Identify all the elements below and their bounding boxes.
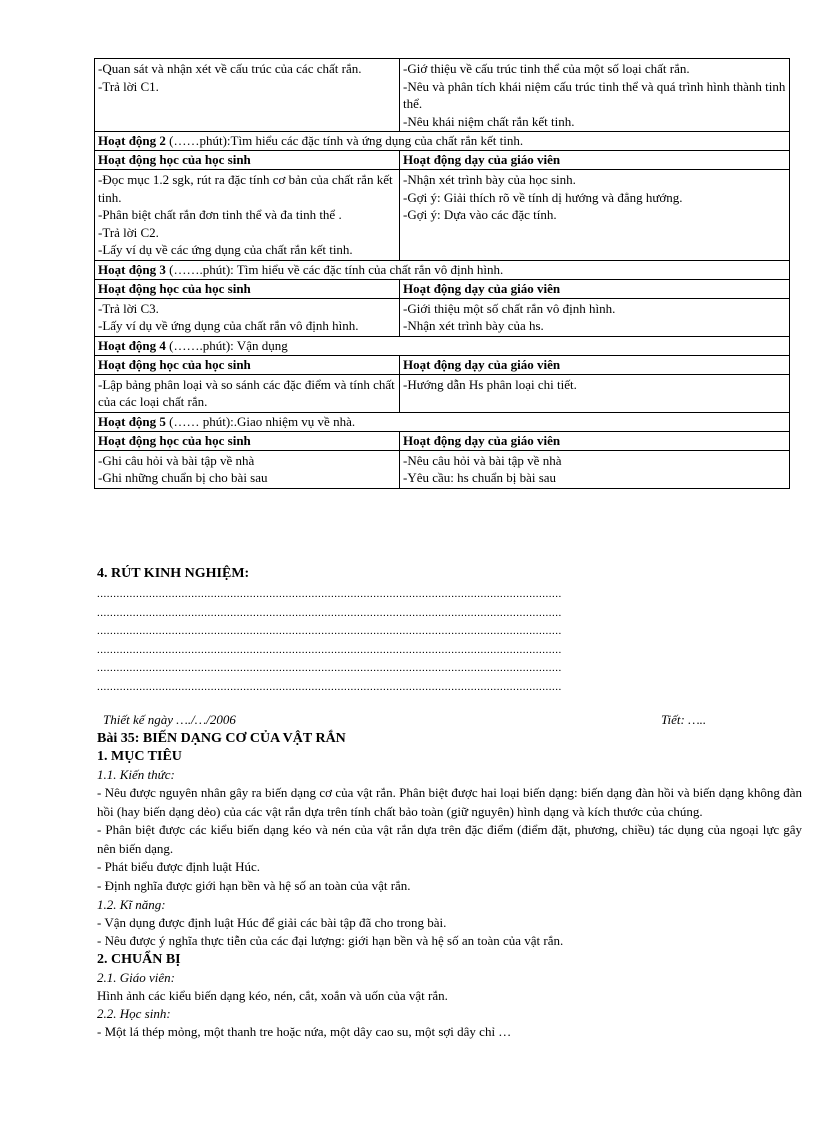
list-item: -Trả lời C2. [98, 224, 159, 240]
experience-dot-lines [97, 588, 642, 699]
activity-description: (……phút):Tìm hiểu các đặc tính và ứng dụng của chất rắn kết tinh. [165, 133, 524, 148]
teacher-column-header: Hoạt động dạy của giáo viên [400, 151, 790, 170]
list-item: -Gợi ý: Giải thích rõ về tính dị hướng và đẳng hướng. [403, 189, 683, 205]
student-activity-cell [95, 59, 400, 132]
dot-line: ............................................................................................................................................... [97, 625, 562, 637]
table-row [95, 298, 790, 336]
activity-description: (…….phút): Tìm hiểu về các đặc tính của chất rắn vô định hình. [165, 261, 504, 277]
paragraph: - Định nghĩa được giới hạn bền và hệ số an toàn của vật rắn. [97, 877, 411, 893]
activity-number: Hoạt động 4 [98, 337, 166, 353]
lesson-meta [97, 712, 802, 730]
lesson-35-section [97, 712, 802, 1042]
student-column-header: Hoạt động học của học sinh [95, 355, 400, 374]
subsection-knowledge: 1.1. Kiến thức: [97, 767, 175, 782]
design-date: Thiết kế ngày …./…/2006 [103, 712, 236, 727]
teacher-column-header: Hoạt động dạy của giáo viên [400, 355, 790, 374]
column-header-row [95, 355, 790, 374]
dot-line: ............................................................................................................................................... [97, 606, 562, 619]
teacher-column-header: Hoạt động dạy của giáo viên [400, 279, 790, 298]
activity-title [95, 132, 790, 151]
list-item: -Trả lời C1. [98, 78, 159, 94]
list-item: -Nhận xét trình bày của hs. [403, 318, 544, 333]
activity-description: (…… phút):.Giao nhiệm vụ về nhà. [165, 413, 356, 429]
table-row [95, 450, 790, 488]
activity-number: Hoạt động 3 [98, 261, 166, 277]
activity-title-row [95, 336, 790, 355]
list-item: -Hướng dẫn Hs phân loại chi tiết. [403, 376, 577, 392]
table-row [95, 170, 790, 261]
paragraph: - Phân biệt được các kiểu biến dạng kéo và nén của vật rắn dựa trên đặc điểm (điểm đặt, phương, chiều) tác dụng của ngoại lực gây nên biến dạng. [97, 822, 802, 856]
dot-line: ............................................................................................................................................... [97, 680, 562, 693]
column-header-row [95, 151, 790, 170]
lesson-title: Bài 35: BIẾN DẠNG CƠ CỦA VẬT RẮN [97, 731, 346, 746]
teacher-activity-cell [400, 374, 790, 412]
list-item: -Nêu và phân tích khái niệm cấu trúc tinh thể và quá trình hình thành tinh thể. [403, 78, 786, 111]
experience-heading: 4. RÚT KINH NGHIỆM: [97, 566, 250, 581]
student-activity-cell [95, 298, 400, 336]
activity-number: Hoạt động 5 [98, 413, 166, 429]
subsection-student: 2.2. Học sinh: [97, 1006, 171, 1022]
student-activity-cell [95, 450, 400, 488]
activity-title-row [95, 412, 790, 431]
teacher-activity-cell [400, 59, 790, 132]
table-row [95, 59, 790, 132]
student-column-header: Hoạt động học của học sinh [95, 431, 400, 450]
list-item: -Ghi câu hỏi và bài tập về nhà [98, 452, 255, 468]
dot-line: ............................................................................................................................................... [97, 588, 562, 600]
paragraph: - Một lá thép mỏng, một thanh tre hoặc nứa, một dây cao su, một sợi dây chỉ … [97, 1024, 512, 1040]
list-item: -Giới thiệu một số chất rắn vô định hình. [403, 300, 616, 316]
list-item: -Đọc mục 1.2 sgk, rút ra đặc tính cơ bản của chất rắn kết tinh. [98, 172, 393, 205]
list-item: -Lấy ví dụ về các ứng dụng của chất rắn kết tinh. [98, 242, 353, 257]
list-item: -Phân biệt chất rắn đơn tinh thể và đa tinh thể . [98, 207, 342, 222]
subsection-skills: 1.2. Kĩ năng: [97, 896, 166, 912]
list-item: -Lập bảng phân loại và so sánh các đặc điểm và tính chất của các loại chất rắn. [98, 376, 395, 409]
paragraph: - Vận dụng được định luật Húc để giải các bài tập đã cho trong bài. [97, 914, 447, 930]
paragraph: - Phát biểu được định luật Húc. [97, 859, 261, 875]
activity-title [95, 260, 790, 279]
activity-description: (…….phút): Vận dụng [165, 337, 288, 353]
list-item: -Nhận xét trình bày của học sinh. [403, 172, 576, 187]
teacher-activity-cell [400, 298, 790, 336]
table-row [95, 374, 790, 412]
list-item: -Trả lời C3. [98, 300, 159, 316]
list-item: -Nêu câu hỏi và bài tập về nhà [403, 452, 562, 468]
list-item: -Nêu khái niệm chất rắn kết tinh. [403, 113, 575, 129]
dot-line: ............................................................................................................................................... [97, 643, 562, 656]
paragraph: Hình ảnh các kiểu biến dạng kéo, nén, cắt, xoắn và uốn của vật rắn. [97, 987, 448, 1003]
teacher-column-header: Hoạt động dạy của giáo viên [400, 431, 790, 450]
student-column-header: Hoạt động học của học sinh [95, 279, 400, 298]
list-item: -Ghi những chuẩn bị cho bài sau [98, 470, 268, 485]
list-item: -Giớ thiệu về cấu trúc tinh thể của một số loại chất rắn. [403, 61, 690, 76]
paragraph: - Nêu được nguyên nhân gây ra biến dạng cơ của vật rắn. Phân biệt được hai loại biến dạng: biến dạng đàn hồi và biến dạng không đàn hồi (hay biến dạng dẻo) của các vật rắn dựa trên tính chất bảo toàn (giữ nguyên) hình dạng và kích thước của chúng. [97, 785, 802, 819]
list-item: -Quan sát và nhận xét về cấu trúc của các chất rắn. [98, 61, 362, 76]
student-activity-cell [95, 170, 400, 261]
activity-title-row [95, 260, 790, 279]
list-item: -Gợi ý: Dựa vào các đặc tính. [403, 207, 557, 222]
subsection-teacher: 2.1. Giáo viên: [97, 969, 175, 985]
lesson-activity-table [94, 58, 790, 489]
activity-title [95, 412, 790, 431]
student-column-header: Hoạt động học của học sinh [95, 151, 400, 170]
student-activity-cell [95, 374, 400, 412]
activity-title [95, 336, 790, 355]
activity-title-row [95, 132, 790, 151]
list-item: -Lấy ví dụ về ứng dụng của chất rắn vô định hình. [98, 318, 359, 333]
period-number: Tiết: ….. [661, 712, 707, 727]
teacher-activity-cell [400, 170, 790, 261]
dot-line: ............................................................................................................................................... [97, 662, 562, 674]
section-heading-preparation: 2. CHUẨN BỊ [97, 951, 181, 967]
column-header-row [95, 279, 790, 298]
section-heading-objectives: 1. MỤC TIÊU [97, 749, 182, 764]
activity-number: Hoạt động 2 [98, 133, 166, 148]
list-item: -Yêu cầu: hs chuẩn bị bài sau [403, 470, 557, 485]
column-header-row [95, 431, 790, 450]
paragraph: - Nêu được ý nghĩa thực tiễn của các đại lượng: giới hạn bền và hệ số an toàn của vật rắn. [97, 933, 564, 949]
teacher-activity-cell [400, 450, 790, 488]
